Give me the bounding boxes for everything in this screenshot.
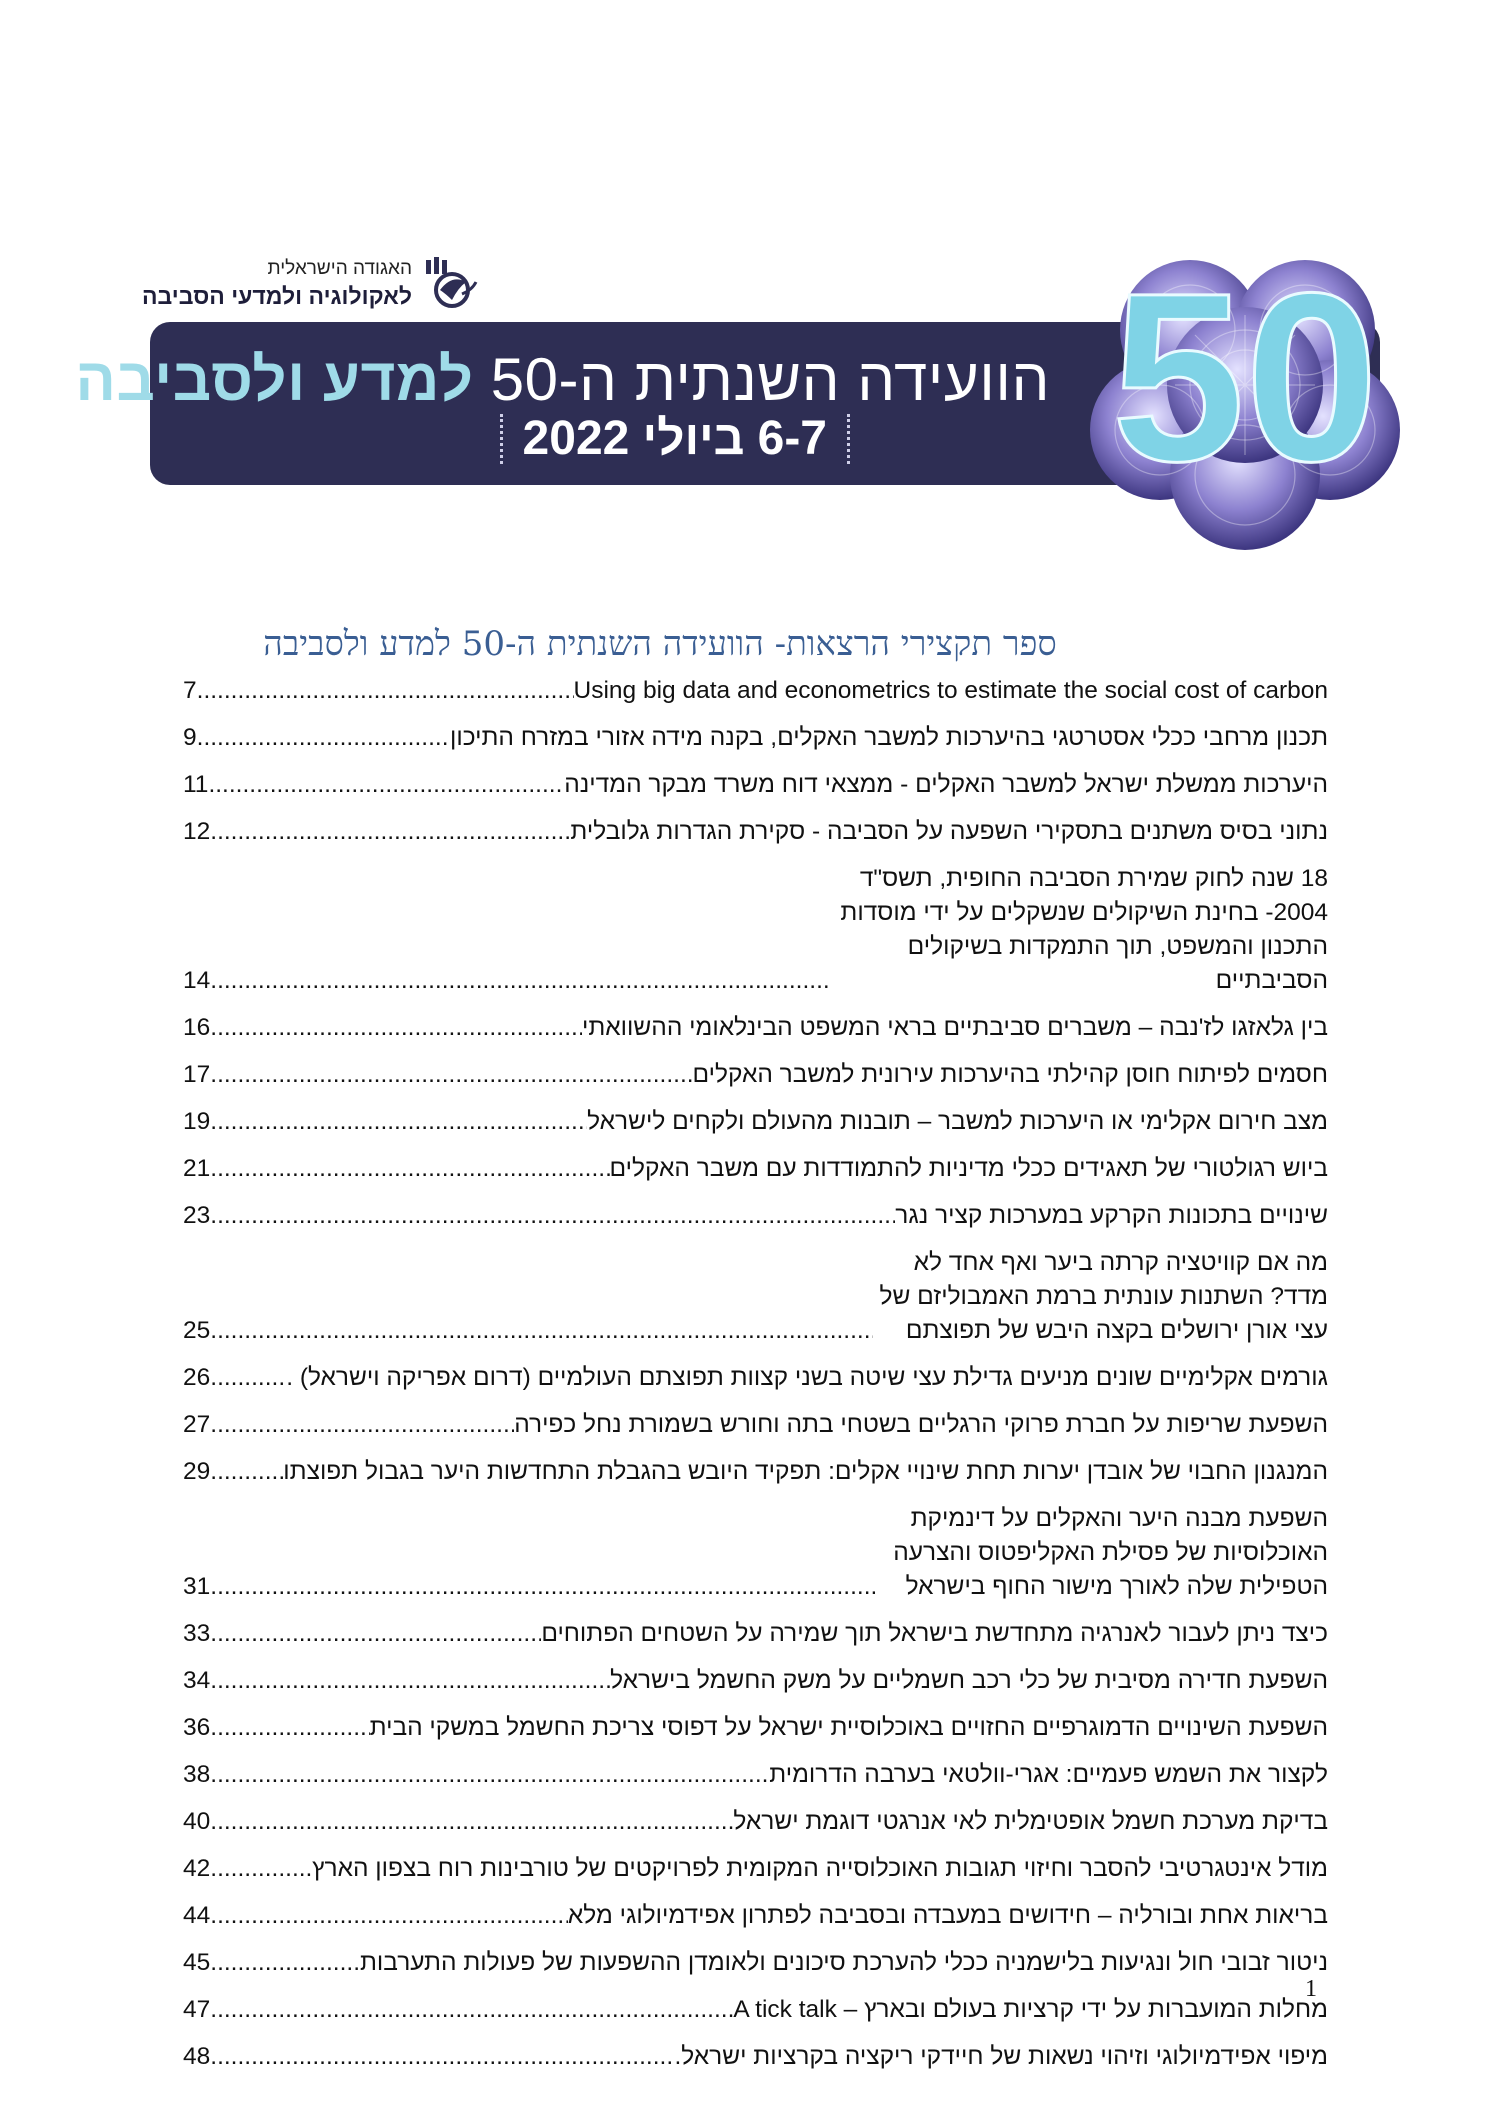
toc-entry-title: לקצור את השמש פעמיים: אגרי-וולטאי בערבה הדרומית <box>769 1761 1328 1788</box>
toc-dot-leader <box>210 1011 582 1045</box>
toc-entry[interactable] <box>183 2040 1328 2074</box>
toc-dot-leader <box>210 1993 733 2027</box>
toc-entry-title: היערכות ממשלת ישראל למשבר האקלים - ממצאי דוח משרד מבקר המדינה <box>564 771 1328 798</box>
toc-entry-title: תכנון מרחבי ככלי אסטרטגי בהיערכות למשבר האקלים, בקנה מידה אזורי במזרח התיכון <box>450 724 1328 751</box>
toc-dot-leader <box>210 1946 360 1980</box>
toc-page-number: 19 <box>183 1108 211 1135</box>
org-logo <box>142 254 480 312</box>
org-name-line2: לאקולוגיה ולמדעי הסביבה <box>142 283 412 309</box>
toc-entry[interactable] <box>183 1899 1328 1933</box>
toc-entry[interactable] <box>183 721 1328 755</box>
toc-page-number: 23 <box>183 1202 211 1229</box>
toc-entry-title: נתוני בסיס משתנים בתסקירי השפעה על הסביבה - סקירת הגדרות גלובלית <box>570 818 1328 845</box>
toc-page-number: 45 <box>183 1949 211 1976</box>
toc-dot-leader <box>210 1570 875 1604</box>
toc-entry[interactable] <box>183 1058 1328 1092</box>
badge-number: 50 <box>1111 243 1379 511</box>
toc-entry[interactable] <box>183 1711 1328 1745</box>
toc-entry-title: ניטור זבובי חול ונגיעות בלישמניה ככלי להערכת סיכונים ולאומדן ההשפעות של פעולות התערבות <box>359 1949 1328 1976</box>
toc-entry[interactable] <box>183 1805 1328 1839</box>
toc-page-number: 42 <box>183 1855 211 1882</box>
toc-dot-leader <box>210 964 832 998</box>
toc-page-number: 38 <box>183 1761 211 1788</box>
dove-emblem-icon <box>422 254 480 312</box>
toc-page-number: 7 <box>183 677 197 704</box>
toc-entry[interactable] <box>183 1246 1328 1348</box>
toc-dot-leader <box>210 1199 895 1233</box>
toc-entry-title: מה אם קוויטציה קרתה ביער ואף אחד לא מדד? השתנות עונתית ברמת האמבוליזם של עצי אורן ירושלים בקצה היבש של תפוצתם <box>879 1249 1328 1344</box>
toc-entry-title: חסמים לפיתוח חוסן קהילתי בהיערכות עירונית למשבר האקלים <box>692 1061 1328 1088</box>
toc-entry[interactable] <box>183 1852 1328 1886</box>
toc-entry[interactable] <box>183 674 1328 708</box>
toc-dot-leader <box>210 1361 286 1395</box>
toc-entry[interactable] <box>183 1993 1328 2027</box>
toc-entry[interactable] <box>183 1105 1328 1139</box>
toc-page-number: 26 <box>183 1364 211 1391</box>
toc-page-number: 17 <box>183 1061 211 1088</box>
toc-page-number: 12 <box>183 818 211 845</box>
toc-entry[interactable] <box>183 1361 1328 1395</box>
banner-title-plain: הוועידה השנתית ה-50 <box>473 346 1050 413</box>
toc-entry[interactable] <box>183 815 1328 849</box>
toc-entry-title: השפעת חדירה מסיבית של כלי רכב חשמליים על משק החשמל בישראל <box>610 1667 1328 1694</box>
toc-page-number: 27 <box>183 1411 211 1438</box>
toc-page-number: 14 <box>183 967 211 994</box>
toc-page-number: 9 <box>183 724 197 751</box>
toc-dot-leader <box>197 721 450 755</box>
toc-dot-leader <box>210 1617 541 1651</box>
toc-page-number: 25 <box>183 1317 211 1344</box>
toc-page-number: 40 <box>183 1808 211 1835</box>
toc-dot-leader <box>210 815 570 849</box>
toc-dot-leader <box>210 2040 674 2074</box>
banner-title-accent: למדע ולסביבה <box>75 346 474 413</box>
toc-page-number: 11 <box>183 771 209 798</box>
toc-dot-leader <box>210 1314 873 1348</box>
toc-entry[interactable] <box>183 1946 1328 1980</box>
toc-list <box>183 674 1328 2087</box>
toc-dot-leader <box>210 1058 692 1092</box>
toc-page-number: 21 <box>183 1155 211 1182</box>
toc-dot-leader <box>210 1105 587 1139</box>
toc-entry-title: מיפוי אפידמיולוגי וזיהוי נשאות של חיידקי ריקציה בקרציות ישראל. <box>674 2043 1328 2070</box>
toc-page-number: 34 <box>183 1667 211 1694</box>
toc-page-number: 36 <box>183 1714 211 1741</box>
toc-title: ספר תקצירי הרצאות- הוועידה השנתית ה-50 למדע ולסביבה <box>263 624 1057 664</box>
toc-entry-title: בריאות אחת ובורליה – חידושים במעבדה ובסביבה לפתרון אפידמיולוגי מלא <box>567 1902 1328 1929</box>
toc-dot-leader <box>210 1852 312 1886</box>
toc-entry[interactable] <box>183 1455 1328 1489</box>
toc-dot-leader <box>210 1758 769 1792</box>
toc-entry-title: שינויים בתכונות הקרקע במערכות קציר נגר <box>895 1202 1328 1229</box>
toc-entry-title: בדיקת מערכת חשמל אופטימלית לאי אנרגטי דוגמת ישראל <box>733 1808 1328 1835</box>
toc-entry-title: מודל אינטגרטיבי להסבר וחיזוי תגובות האוכלוסייה המקומית לפרויקטים של טורבינות רוח בצפון הארץ <box>312 1855 1328 1882</box>
toc-dot-leader <box>210 1152 609 1186</box>
toc-page-number: 47 <box>183 1996 211 2023</box>
toc-entry[interactable] <box>183 1152 1328 1186</box>
toc-dot-leader <box>197 674 574 708</box>
toc-dot-leader <box>210 1455 283 1489</box>
toc-entry-title: Using big data and econometrics to estimate the social cost of carbon <box>573 677 1328 704</box>
toc-entry-title: כיצד ניתן לעבור לאנרגיה מתחדשת בישראל תוך שמירה על השטחים הפתוחים <box>541 1620 1328 1647</box>
toc-page-number: 31 <box>183 1573 211 1600</box>
banner-title <box>75 345 1050 414</box>
toc-entry[interactable] <box>183 1011 1328 1045</box>
toc-dot-leader <box>210 1711 369 1745</box>
toc-entry[interactable] <box>183 1664 1328 1698</box>
toc-entry-title: ביוש רגולטורי של תאגידים ככלי מדיניות להתמודדות עם משבר האקלים <box>609 1155 1328 1182</box>
toc-entry-title: השפעת השינויים הדמוגרפיים החזויים באוכלוסיית ישראל על דפוסי צריכת החשמל במשקי הבית <box>369 1714 1328 1741</box>
toc-entry[interactable] <box>183 1502 1328 1604</box>
toc-dot-leader <box>210 1899 568 1933</box>
toc-page-number: 44 <box>183 1902 211 1929</box>
toc-entry-title: המנגנון החבוי של אובדן יערות תחת שינויי אקלים: תפקיד היובש בהגבלת התחדשות היער בגבול תפוצתו <box>283 1458 1328 1485</box>
toc-entry-title: בין גלאזגו לז'נבה – משברים סביבתיים בראי המשפט הבינלאומי ההשוואתי <box>582 1014 1328 1041</box>
toc-entry-title: A tick talk – מחלות המועברות על ידי קרציות בעולם ובארץ <box>733 1996 1328 2023</box>
toc-entry[interactable] <box>183 1617 1328 1651</box>
page-number: 1 <box>1305 1976 1317 2002</box>
banner-dates: 6-7 ביולי 2022 <box>500 414 850 464</box>
toc-page-number: 33 <box>183 1620 211 1647</box>
toc-entry-title: השפעת שריפות על חברת פרוקי הרגליים בשטחי בתה וחורש בשמורת נחל כפירה <box>514 1411 1328 1438</box>
toc-page-number: 48 <box>183 2043 211 2070</box>
toc-entry[interactable] <box>183 768 1328 802</box>
toc-dot-leader <box>208 768 564 802</box>
toc-entry-title: גורמים אקלימיים שונים מניעים גדילת עצי שיטה בשני קצוות תפוצתם העולמיים (דרום אפריקה וישראל) . <box>286 1364 1328 1391</box>
toc-entry[interactable] <box>183 1758 1328 1792</box>
toc-entry[interactable] <box>183 1408 1328 1442</box>
toc-entry-title: מצב חירום אקלימי או היערכות למשבר – תובנות מהעולם ולקחים לישראל <box>587 1108 1328 1135</box>
toc-dot-leader <box>210 1805 733 1839</box>
toc-entry[interactable] <box>183 862 1328 998</box>
toc-dot-leader <box>210 1408 514 1442</box>
toc-entry-title: השפעת מבנה היער והאקלים על דינמיקת האוכלוסיות של פסילת האקליפטוס והצרעה הטפילית שלה לאורך מישור החוף בישראל <box>893 1505 1328 1600</box>
anniversary-50-badge <box>1080 235 1410 565</box>
toc-entry[interactable] <box>183 1199 1328 1233</box>
toc-page-number: 16 <box>183 1014 211 1041</box>
toc-page-number: 29 <box>183 1458 211 1485</box>
toc-entry-title: 18 שנה לחוק שמירת הסביבה החופית, תשס"ד 2004- בחינת השיקולים שנשקלים על ידי מוסדות התכנון והמשפט, תוך התמקדות בשיקולים הסביבתיים <box>840 865 1328 994</box>
org-name-line1: האגודה הישראלית <box>267 258 412 279</box>
toc-dot-leader <box>210 1664 610 1698</box>
